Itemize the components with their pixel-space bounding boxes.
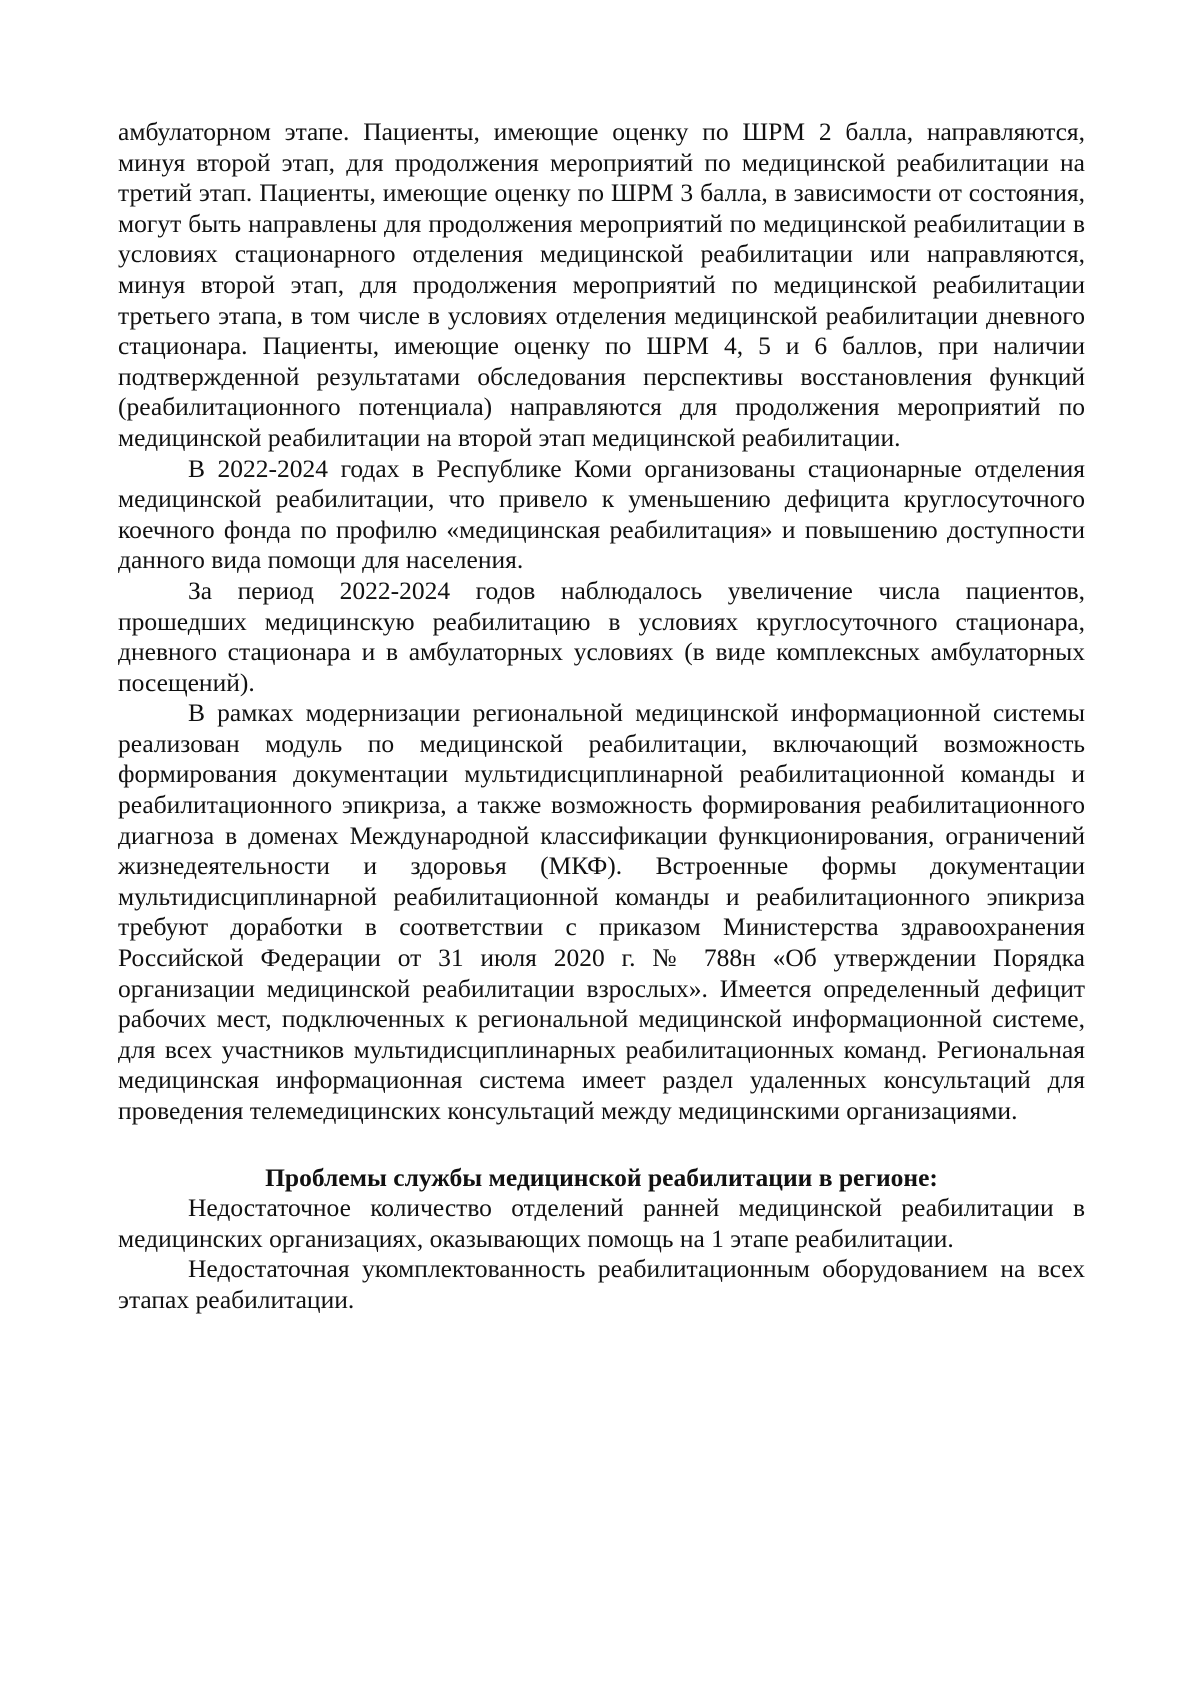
paragraph-information-system: В рамках модернизации региональной медицинской информационной системы реализован модуль по медицинской реабилитации, включающий возможность формирования документации мультидисциплинарной реабилитационной команды и реабилитационного эпикриза, а также возможность формирования реабилитационного диагноза в доменах Международной классификации функционирования, ограничений жизнедеятельности и здоровья (МКФ). Встроенные формы документации мультидисциплинарной реабилитационной команды и реабилитационного эпикриза требуют доработки в соответствии с приказом Министерства здравоохранения Российской Федерации от 31 июля 2020 г. № 788н «Об утверждении Порядка организации медицинской реабилитации взрослых». Имеется определенный дефицит рабочих мест, подключенных к региональной медицинской информационной системе, для всех участников мультидисциплинарных реабилитационных команд. Региональная медицинская информационная система имеет раздел удаленных консультаций для проведения телемедицинских консультаций между медицинскими организациями.	[118, 698, 1085, 1125]
paragraph-continuation: амбулаторном этапе. Пациенты, имеющие оценку по ШРМ 2 балла, направляются, минуя второй этап, для продолжения мероприятий по медицинской реабилитации на третий этап. Пациенты, имеющие оценку по ШРМ 3 балла, в зависимости от состояния, могут быть направлены для продолжения мероприятий по медицинской реабилитации в условиях стационарного отделения медицинской реабилитации или направляются, минуя второй этап, для продолжения мероприятий по медицинской реабилитации третьего этапа, в том числе в условиях отделения медицинской реабилитации дневного стационара. Пациенты, имеющие оценку по ШРМ 4, 5 и 6 баллов, при наличии подтвержденной результатами обследования перспективы восстановления функций (реабилитационного потенциала) направляются для продолжения мероприятий по медицинской реабилитации на второй этап медицинской реабилитации.	[118, 117, 1085, 452]
problem-paragraph-equipment: Недостаточная укомплектованность реабилитационным оборудованием на всех этапах реабилитации.	[118, 1254, 1085, 1314]
problem-paragraph-departments: Недостаточное количество отделений ранней медицинской реабилитации в медицинских организациях, оказывающих помощь на 1 этапе реабилитации.	[118, 1193, 1085, 1253]
section-heading-problems: Проблемы службы медицинской реабилитации в регионе:	[265, 1162, 938, 1192]
paragraph-patient-increase: За период 2022-2024 годов наблюдалось увеличение числа пациентов, прошедших медицинскую реабилитацию в условиях круглосуточного стационара, дневного стационара и в амбулаторных условиях (в виде комплексных амбулаторных посещений).	[118, 575, 1085, 697]
paragraph-komi-departments: В 2022-2024 годах в Республике Коми организованы стационарные отделения медицинской реабилитации, что привело к уменьшению дефицита круглосуточного коечного фонда по профилю «медицинская реабилитация» и повышению доступности данного вида помощи для населения.	[118, 453, 1085, 575]
document-body	[118, 117, 1085, 1316]
